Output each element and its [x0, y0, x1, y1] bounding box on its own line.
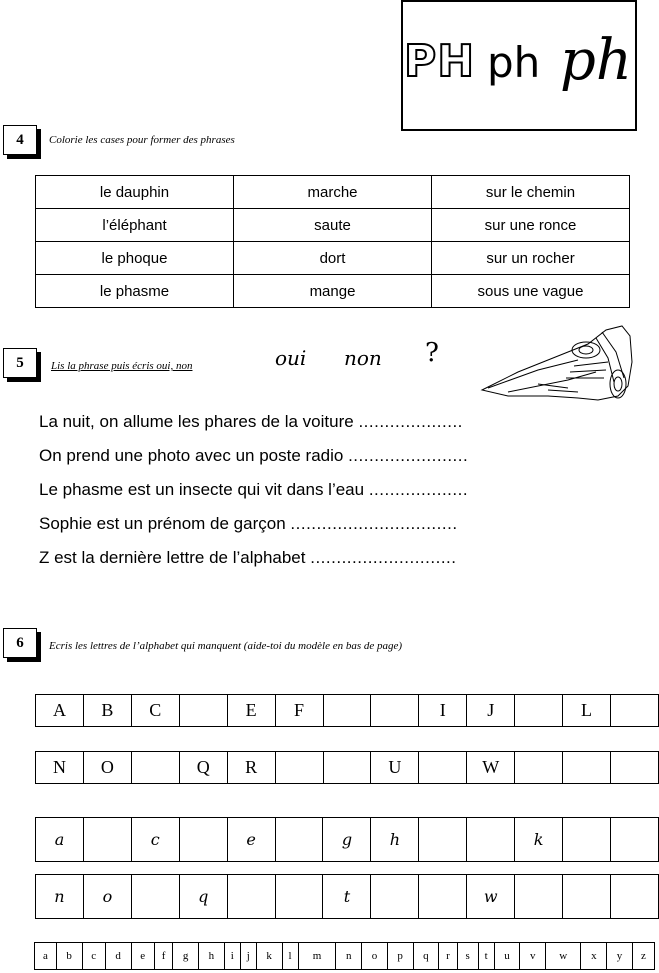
exercise-4-number: 4	[3, 125, 37, 155]
answer-non: non	[344, 346, 382, 370]
reference-letter: t	[478, 943, 494, 969]
sentence-table	[35, 175, 630, 308]
letter-cell[interactable]: w	[467, 875, 515, 919]
reference-letter: y	[607, 943, 633, 969]
answer-blank[interactable]: .......................	[348, 446, 469, 465]
letter-cell[interactable]	[611, 695, 659, 727]
letter-cell[interactable]: U	[371, 752, 419, 784]
table-cell[interactable]: l’éléphant	[36, 209, 234, 242]
reference-letter: c	[82, 943, 105, 969]
letter-cell[interactable]	[371, 695, 419, 727]
table-row	[36, 242, 630, 275]
table-cell[interactable]: le phoque	[36, 242, 234, 275]
reference-letter: g	[173, 943, 199, 969]
table-cell[interactable]: mange	[234, 275, 432, 308]
letter-cell[interactable]	[179, 695, 227, 727]
reference-letter: p	[387, 943, 413, 969]
letter-cell[interactable]	[323, 752, 371, 784]
reference-letter: f	[154, 943, 172, 969]
letter-cell[interactable]	[419, 818, 467, 862]
table-cell[interactable]: marche	[234, 176, 432, 209]
letter-cell[interactable]	[371, 875, 419, 919]
answer-blank[interactable]: ....................	[358, 412, 463, 431]
letter-cell[interactable]	[563, 818, 611, 862]
letter-cell[interactable]: c	[131, 818, 179, 862]
reference-letter: r	[439, 943, 457, 969]
table-cell[interactable]: dort	[234, 242, 432, 275]
letter-cell[interactable]: F	[275, 695, 323, 727]
letter-cell[interactable]: I	[419, 695, 467, 727]
table-row	[36, 275, 630, 308]
uppercase-grid-1	[35, 694, 659, 727]
sentence-line	[39, 412, 463, 432]
letter-cell[interactable]: q	[179, 875, 227, 919]
sentence-text: Le phasme est un insecte qui vit dans l’eau	[39, 480, 365, 499]
reference-letter: n	[336, 943, 362, 969]
letter-cell[interactable]	[515, 875, 563, 919]
reference-letter: w	[546, 943, 581, 969]
table-cell[interactable]: le dauphin	[36, 176, 234, 209]
table-cell[interactable]: sous une vague	[432, 275, 630, 308]
sentence-line	[39, 514, 458, 534]
table-cell[interactable]: le phasme	[36, 275, 234, 308]
exercise-6-number: 6	[3, 628, 37, 658]
reference-letter: u	[494, 943, 520, 969]
reference-letter: b	[56, 943, 82, 969]
answer-blank[interactable]: ...................	[368, 480, 469, 499]
letter-cell[interactable]: R	[227, 752, 275, 784]
table-row	[36, 176, 630, 209]
sentence-text: La nuit, on allume les phares de la voiture	[39, 412, 354, 431]
table-cell[interactable]: sur un rocher	[432, 242, 630, 275]
exercise-5-instruction: Lis la phrase puis écris oui, non	[51, 360, 193, 372]
answer-blank[interactable]: ................................	[290, 514, 458, 533]
letter-cell[interactable]: e	[227, 818, 275, 862]
letter-cell[interactable]	[275, 818, 323, 862]
letter-cell[interactable]	[610, 752, 658, 784]
letter-cell[interactable]: N	[36, 752, 84, 784]
letter-cell[interactable]: J	[467, 695, 515, 727]
alphabet-reference	[34, 942, 655, 970]
letter-cell[interactable]: B	[83, 695, 131, 727]
reference-letter: q	[413, 943, 439, 969]
letter-cell[interactable]: Q	[179, 752, 227, 784]
reference-letter: j	[240, 943, 256, 969]
letter-cell[interactable]: n	[36, 875, 84, 919]
reference-letter: a	[42, 950, 48, 962]
letter-cell[interactable]	[83, 818, 131, 862]
letter-cell[interactable]	[419, 752, 467, 784]
letter-cell[interactable]	[275, 875, 323, 919]
reference-letter: o	[362, 943, 388, 969]
letter-cell[interactable]: W	[467, 752, 515, 784]
letter-cell[interactable]	[467, 818, 515, 862]
exercise-6-instruction: Ecris les lettres de l’alphabet qui manquent (aide-toi du modèle en bas de page)	[49, 640, 403, 652]
answer-blank[interactable]: ............................	[310, 548, 457, 567]
reference-letter: x	[581, 943, 607, 969]
letter-cell[interactable]: o	[83, 875, 131, 919]
reference-letter: l	[282, 943, 298, 969]
letter-cell[interactable]	[563, 752, 611, 784]
title-ph-cursive: ph	[560, 28, 632, 93]
letter-cell[interactable]	[515, 752, 563, 784]
reference-letter: k	[256, 943, 282, 969]
letter-cell[interactable]	[610, 875, 658, 919]
letter-cell[interactable]: h	[371, 818, 419, 862]
reference-letter: e	[131, 943, 154, 969]
letter-cell[interactable]: L	[563, 695, 611, 727]
letter-cell[interactable]: C	[131, 695, 179, 727]
title-ph-outline: PH	[404, 36, 476, 87]
letter-cell[interactable]: A	[36, 695, 84, 727]
letter-cell[interactable]: O	[83, 752, 131, 784]
letter-cell[interactable]	[131, 875, 179, 919]
title-ph-print: ph	[487, 38, 541, 87]
sentence-line	[39, 480, 468, 500]
cursive-grid-2	[35, 874, 659, 919]
letter-cell[interactable]: k	[515, 818, 563, 862]
reference-letter: z	[632, 943, 654, 969]
letter-cell[interactable]	[563, 875, 611, 919]
reference-letter: v	[520, 943, 546, 969]
sentence-text: Sophie est un prénom de garçon	[39, 514, 286, 533]
exercise-4-instruction: Colorie les cases pour former des phrases	[49, 134, 235, 146]
reference-letter: i	[224, 943, 240, 969]
letter-cell[interactable]: g	[323, 818, 371, 862]
letter-cell[interactable]	[179, 818, 227, 862]
sentence-line	[39, 548, 456, 568]
answer-oui: oui	[275, 346, 307, 370]
reference-letter: m	[298, 943, 336, 969]
sentence-text: On prend une photo avec un poste radio	[39, 446, 344, 465]
table-cell[interactable]: sur une ronce	[432, 209, 630, 242]
uppercase-grid-2	[35, 751, 659, 784]
letter-cell[interactable]	[419, 875, 467, 919]
sentence-text: Z est la dernière lettre de l’alphabet	[39, 548, 306, 567]
car-drawing-icon	[478, 322, 634, 404]
letter-cell[interactable]	[227, 875, 275, 919]
reference-letter: d	[105, 943, 131, 969]
table-row	[36, 209, 630, 242]
cursive-grid-1	[35, 817, 659, 862]
letter-cell[interactable]	[515, 695, 563, 727]
letter-cell[interactable]	[275, 752, 323, 784]
letter-cell[interactable]: a	[36, 818, 84, 862]
exercise-5-number: 5	[3, 348, 37, 378]
letter-cell[interactable]	[610, 818, 658, 862]
reference-letter: s	[457, 943, 478, 969]
reference-letter: h	[198, 943, 224, 969]
table-cell[interactable]: sur le chemin	[432, 176, 630, 209]
sentence-line	[39, 446, 468, 466]
table-cell[interactable]: saute	[234, 209, 432, 242]
letter-cell[interactable]	[131, 752, 179, 784]
answer-question-mark: ?	[425, 338, 439, 368]
letter-cell[interactable]: t	[323, 875, 371, 919]
letter-cell[interactable]: E	[227, 695, 275, 727]
letter-cell[interactable]	[323, 695, 371, 727]
